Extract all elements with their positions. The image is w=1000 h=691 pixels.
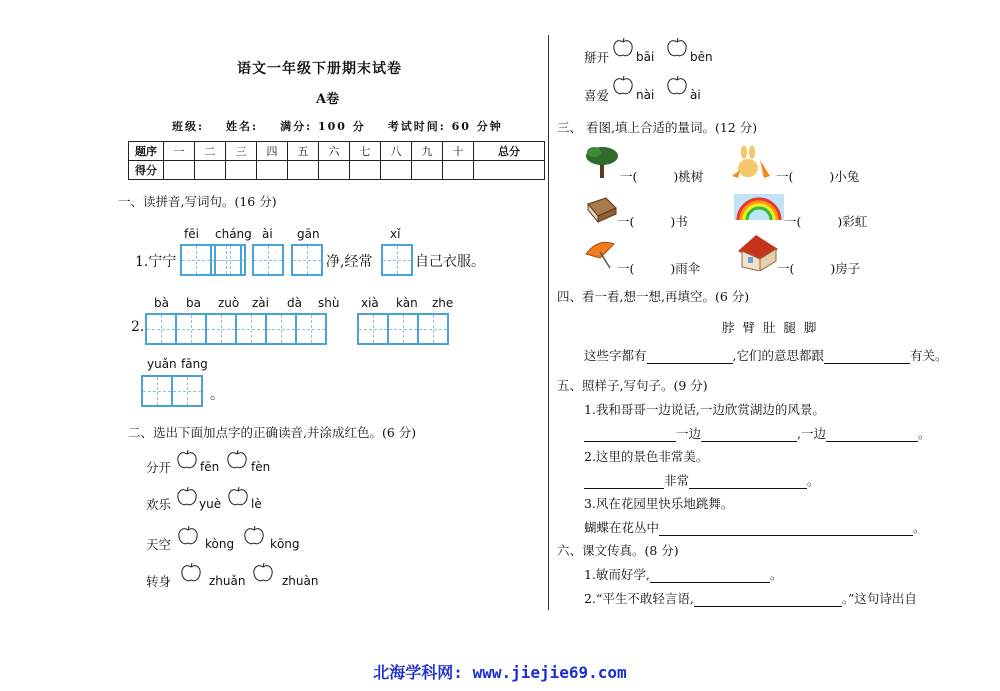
name-label: 姓名:: [226, 120, 259, 133]
answer-blank[interactable]: [694, 606, 842, 607]
page-title: 语文一年级下册期末试卷: [237, 61, 402, 77]
score-input-cell[interactable]: [195, 161, 226, 180]
answer-blank[interactable]: [824, 363, 910, 364]
pinyin: zhe: [432, 296, 454, 310]
apple-icon[interactable]: [180, 561, 202, 583]
apple-icon[interactable]: [612, 36, 634, 58]
pinyin: shù: [318, 296, 340, 310]
q1-s1-line: [135, 251, 176, 271]
q3-item-post: )房子: [830, 261, 861, 276]
q2-word: 转身: [146, 574, 172, 589]
q5-answer-2: [584, 471, 820, 489]
q5-ex1-a: 一边: [676, 426, 702, 441]
q3-item: [620, 167, 703, 185]
q1-s2-num: 2.: [131, 319, 145, 335]
pinyin: bà: [154, 296, 169, 310]
q3-item-pre: 一(: [784, 214, 802, 229]
q3-item-pre: 一(: [620, 169, 638, 184]
score-table-header-row: [129, 142, 545, 161]
pinyin: ba: [186, 296, 201, 310]
table-cell: 四: [257, 142, 288, 161]
apple-icon[interactable]: [252, 561, 274, 583]
q1-s3-end: 。: [210, 387, 224, 403]
q2-option: zhuàn: [282, 574, 319, 588]
pinyin: kàn: [396, 296, 418, 310]
q4-sentence-b: ,它们的意思都跟: [732, 348, 824, 363]
table-cell: 总分: [474, 142, 545, 161]
q2-option: kōng: [270, 537, 300, 551]
q3-item-post: )桃树: [673, 169, 704, 184]
q4-heading: 四、看一看,想一想,再填空。(6 分): [557, 289, 750, 304]
grid-cell[interactable]: [171, 375, 203, 407]
q6-l1-a: 1.敏而好学,: [584, 567, 650, 582]
q5-ex3-end: 。: [913, 520, 926, 535]
grid-cell[interactable]: [214, 244, 246, 276]
house-picture: [736, 233, 780, 271]
score-input-cell[interactable]: [288, 161, 319, 180]
q2-option: ài: [690, 88, 701, 102]
table-cell: 十: [443, 142, 474, 161]
q3-item: [776, 167, 859, 185]
pinyin: xià: [361, 296, 379, 310]
table-cell: 二: [195, 142, 226, 161]
grid-cell[interactable]: [381, 244, 413, 276]
grid-cell[interactable]: [175, 313, 207, 345]
book-picture: [584, 194, 618, 224]
score-table: [128, 141, 545, 180]
table-cell: 九: [412, 142, 443, 161]
page-subtitle: A卷: [316, 92, 340, 107]
q3-item-pre: 一(: [777, 261, 795, 276]
score-input-cell[interactable]: [226, 161, 257, 180]
q2-option: fèn: [251, 460, 271, 474]
score-input-cell[interactable]: [257, 161, 288, 180]
rainbow-picture: [734, 194, 784, 220]
q2-word: 欢乐: [146, 497, 172, 512]
grid-cell[interactable]: [295, 313, 327, 345]
apple-icon[interactable]: [666, 74, 688, 96]
q3-item: [617, 212, 688, 230]
q3-item: [784, 212, 867, 230]
grid-cell[interactable]: [417, 313, 449, 345]
q3-item-pre: 一(: [617, 214, 635, 229]
q5-answer-3: [584, 518, 926, 536]
q3-item-post: )书: [670, 214, 688, 229]
footer-watermark: 北海学科网: www.jiejie69.com: [373, 663, 627, 682]
writing-grid[interactable]: [291, 244, 321, 276]
table-cell: 题序: [129, 142, 164, 161]
apple-icon[interactable]: [612, 74, 634, 96]
q5-ex3-a: 蝴蝶在花丛中: [584, 520, 660, 535]
q2-option: kòng: [205, 537, 235, 551]
q2-heading: 二、选出下面加点字的正确读音,并涂成红色。(6 分): [128, 425, 417, 440]
q1-heading: 一、读拼音,写词句。(16 分): [118, 194, 277, 209]
grid-cell[interactable]: [265, 313, 297, 345]
umbrella-picture: [584, 238, 618, 272]
score-input-cell[interactable]: [164, 161, 195, 180]
column-divider: [548, 35, 549, 610]
q1-s1-num: 1.: [135, 254, 149, 270]
answer-blank[interactable]: [659, 535, 913, 536]
q5-answer-1: [584, 424, 931, 442]
apple-icon[interactable]: [176, 485, 198, 507]
q2-word: 天空: [146, 537, 172, 552]
exam-info: [172, 118, 521, 134]
q4-sentence: [584, 346, 948, 364]
pinyin: fāng: [181, 357, 208, 371]
q5-example-2: 2.这里的景色非常美。: [584, 449, 709, 464]
grid-cell[interactable]: [357, 313, 389, 345]
q6-line-2: [584, 589, 917, 607]
q2-option: lè: [251, 497, 262, 511]
writing-grid[interactable]: [145, 313, 325, 345]
q2-word: 掰开: [584, 50, 610, 65]
q2-word: 分开: [146, 460, 172, 475]
class-label: 班级:: [172, 120, 205, 133]
q5-example-1: 1.我和哥哥一边说话,一边欣赏湖边的风景。: [584, 402, 825, 417]
score-input-cell[interactable]: [474, 161, 545, 180]
grid-cell[interactable]: [205, 313, 237, 345]
writing-grid[interactable]: [141, 375, 201, 407]
q3-heading: 三、 看图,填上合适的量词。(12 分): [557, 120, 758, 135]
pinyin: gān: [297, 227, 320, 241]
grid-cell[interactable]: [180, 244, 212, 276]
grid-cell[interactable]: [252, 244, 284, 276]
q5-ex1-end: 。: [918, 426, 931, 441]
q3-item-pre: 一(: [776, 169, 794, 184]
table-cell: 得分: [129, 161, 164, 180]
pinyin: fēi: [184, 227, 199, 241]
table-cell: 一: [164, 142, 195, 161]
q6-l1-end: 。: [769, 567, 783, 582]
apple-icon[interactable]: [227, 485, 249, 507]
q3-item: [777, 259, 860, 277]
q1-s1-pre: 宁宁: [148, 254, 177, 270]
q1-s1-mid: 净,经常: [326, 254, 373, 270]
answer-blank[interactable]: [647, 363, 733, 364]
score-input-cell[interactable]: [443, 161, 474, 180]
q3-item-pre: 一(: [617, 261, 635, 276]
rabbit-picture: [730, 146, 774, 180]
table-cell: 八: [381, 142, 412, 161]
q6-l2-a: 2.“平生不敢轻言语,: [584, 591, 694, 606]
q1-s1-post: 自己衣服。: [415, 254, 485, 270]
pinyin: dà: [287, 296, 302, 310]
pinyin: ài: [262, 227, 273, 241]
q3-item: [617, 259, 700, 277]
grid-cell[interactable]: [291, 244, 323, 276]
score-input-cell[interactable]: [319, 161, 350, 180]
grid-cell[interactable]: [235, 313, 267, 345]
q6-line-1: [584, 565, 782, 583]
apple-icon[interactable]: [176, 448, 198, 470]
writing-grid[interactable]: [381, 244, 411, 276]
writing-grid[interactable]: [214, 244, 244, 276]
exam-time: 考试时间: 60 分钟: [387, 120, 503, 133]
grid-cell[interactable]: [145, 313, 177, 345]
pinyin: yuǎn: [147, 357, 177, 371]
q4-sentence-a: 这些字都有: [584, 348, 647, 363]
table-cell: 五: [288, 142, 319, 161]
score-input-cell[interactable]: [412, 161, 443, 180]
answer-blank[interactable]: [584, 488, 664, 489]
full-score: 满分: 100 分: [280, 120, 366, 133]
score-input-cell[interactable]: [381, 161, 412, 180]
table-cell: 七: [350, 142, 381, 161]
q4-characters: 脖 臂 肚 腿 脚: [722, 320, 819, 335]
grid-cell[interactable]: [387, 313, 419, 345]
q2-option: bāi: [636, 50, 655, 64]
q2-option: fēn: [200, 460, 220, 474]
q4-sentence-c: 有关。: [910, 348, 948, 363]
score-table-score-row: [129, 161, 545, 180]
apple-icon[interactable]: [177, 524, 199, 546]
peach-tree-picture: [584, 144, 620, 180]
answer-blank[interactable]: [650, 582, 770, 583]
q2-option: yuè: [199, 497, 222, 511]
q6-l2-b: 。”这句诗出自: [841, 591, 917, 606]
q5-ex2-a: 非常: [664, 473, 690, 488]
q2-option: bēn: [690, 50, 713, 64]
pinyin: zuò: [218, 296, 240, 310]
q3-item-post: )彩虹: [837, 214, 868, 229]
q5-example-3: 3.风在花园里快乐地跳舞。: [584, 496, 734, 511]
table-cell: 六: [319, 142, 350, 161]
answer-blank[interactable]: [826, 441, 918, 442]
q6-heading: 六、课文传真。(8 分): [557, 543, 679, 558]
q5-ex1-b: ,一边: [797, 426, 826, 441]
writing-grid[interactable]: [252, 244, 282, 276]
pinyin: zài: [252, 296, 269, 310]
answer-blank[interactable]: [689, 488, 807, 489]
q3-item-post: )小兔: [829, 169, 860, 184]
answer-blank[interactable]: [701, 441, 797, 442]
q5-heading: 五、照样子,写句子。(9 分): [557, 378, 708, 393]
grid-cell[interactable]: [141, 375, 173, 407]
q2-option: zhuǎn: [209, 574, 246, 588]
q2-option: nài: [636, 88, 655, 102]
q5-ex2-end: 。: [807, 473, 820, 488]
q2-word: 喜爱: [584, 88, 610, 103]
writing-grid[interactable]: [357, 313, 447, 345]
pinyin: cháng: [215, 227, 252, 241]
answer-blank[interactable]: [584, 441, 676, 442]
apple-icon[interactable]: [243, 524, 265, 546]
pinyin: xǐ: [390, 227, 401, 241]
score-input-cell[interactable]: [350, 161, 381, 180]
apple-icon[interactable]: [226, 448, 248, 470]
q3-item-post: )雨伞: [670, 261, 701, 276]
table-cell: 三: [226, 142, 257, 161]
apple-icon[interactable]: [666, 36, 688, 58]
